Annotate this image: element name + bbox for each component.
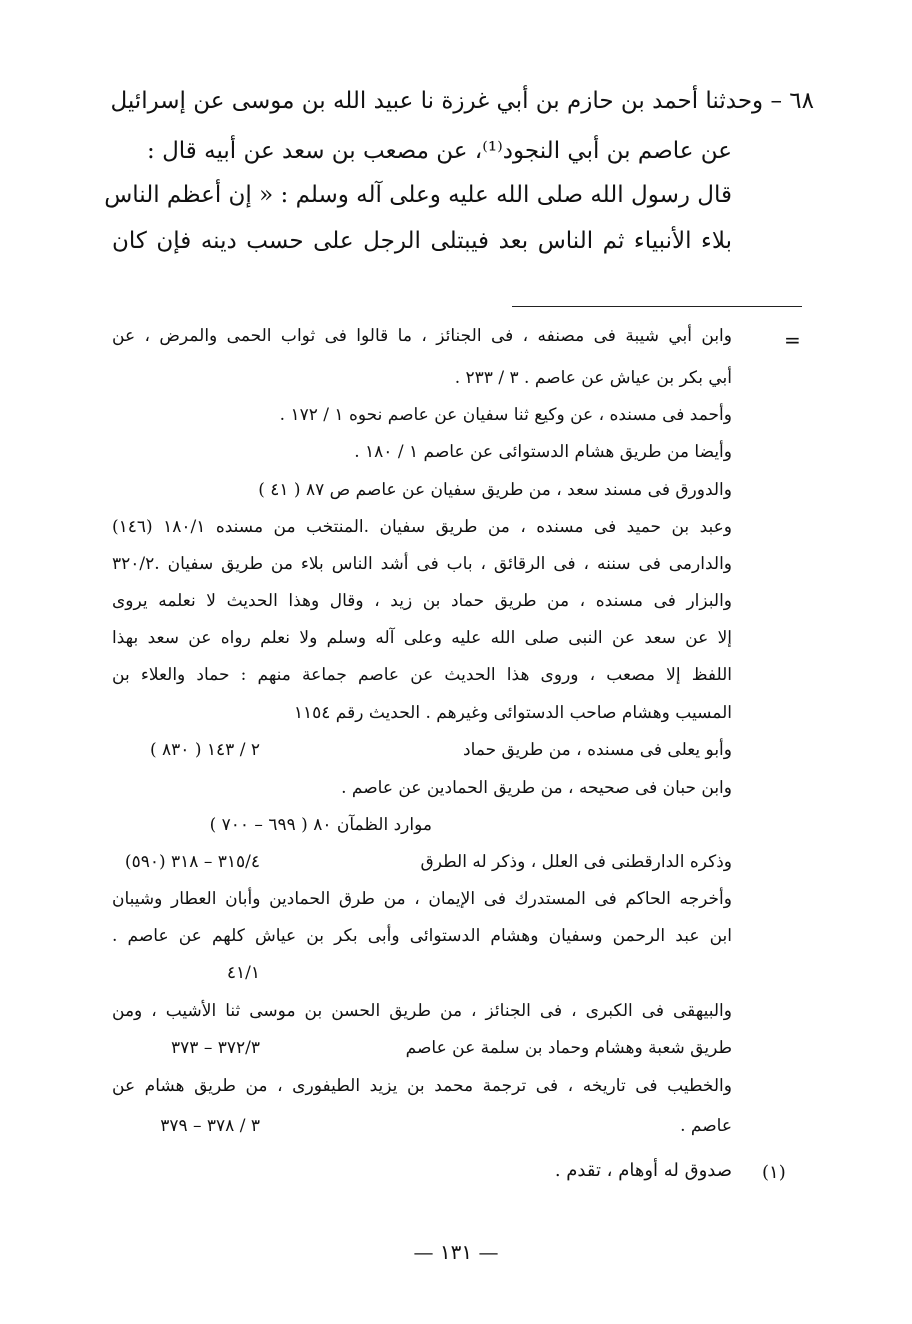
note-reference: ٣١٥/٤ – ٣١٨ (٥٩٠) [124, 852, 260, 872]
note-line: اللفظ إلا مصعب ، وروى هذا الحديث عن عاصم جماعة منهم : حماد والعلاء بن [112, 665, 732, 685]
note-line: موارد الظمآن ٨٠ ( ٦٩٩ – ٧٠٠ ) [209, 815, 432, 835]
note-line: والبزار فى مسنده ، من طريق حماد بن زيد ، وقال وهذا الحديث لا نعلمه يروى [112, 591, 732, 611]
note-line: والدارمى فى سننه ، فى الرقائق ، باب فى أشد الناس بلاء من طريق سفيان .٣٢٠/٢ [112, 554, 732, 574]
note-line: عاصم . [680, 1116, 732, 1136]
footnote-text: صدوق له أوهام ، تقدم . [554, 1160, 732, 1181]
note-line: المسيب وهشام صاحب الدستوائى وغيرهم . الحديث رقم ١١٥٤ [293, 703, 732, 723]
note-line: وذكره الدارقطنى فى العلل ، وذكر له الطرق [420, 852, 732, 872]
note-reference: ٢ / ١٤٣ ( ٨٣٠ ) [150, 740, 260, 760]
note-line: وعبد بن حميد فى مسنده ، من طريق سفيان .المنتخب من مسنده ١٨٠/١ (١٤٦) [112, 517, 732, 537]
note-reference: ٣ / ٣٧٨ – ٣٧٩ [160, 1116, 260, 1136]
hadith-line-2: عن عاصم بن أبي النجود⁽¹⁾، عن مصعب بن سعد عن أبيه قال : [147, 138, 732, 164]
note-line: وابن حبان فى صحيحه ، من طريق الحمادين عن عاصم . [341, 778, 732, 798]
continuation-mark: = [784, 328, 801, 352]
note-line: إلا عن سعد عن النبى صلى الله عليه وعلى آله وسلم ولا نعلم رواه عن سعد بهذا [112, 628, 732, 648]
note-line: وابن أبي شيبة فى مصنفه ، فى الجنائز ، ما قالوا فى ثواب الحمى والمرض ، عن [112, 326, 732, 346]
footnote-divider [512, 306, 802, 307]
note-line: وأحمد فى مسنده ، عن وكيع ثنا سفيان عن عاصم نحوه ١ / ١٧٢ . [279, 405, 732, 425]
note-line: والدورق فى مسند سعد ، من طريق سفيان عن عاصم ص ٨٧ ( ٤١ ) [258, 480, 732, 500]
note-line: وأيضا من طريق هشام الدستوائى عن عاصم ١ / ١٨٠ . [354, 442, 732, 462]
note-line: والخطيب فى تاريخه ، فى ترجمة محمد بن يزيد الطيفورى ، من طريق هشام عن [112, 1076, 732, 1096]
page-number: — ١٣١ — [413, 1240, 499, 1264]
note-line: أبي بكر بن عياش عن عاصم . ٣ / ٢٣٣ . [454, 368, 732, 388]
note-line: والبيهقى فى الكبرى ، فى الجنائز ، من طريق الحسن بن موسى ثنا الأشيب ، ومن [112, 1001, 732, 1021]
footnote-number: (١) [762, 1162, 786, 1183]
note-reference: ٣٧٢/٣ – ٣٧٣ [171, 1038, 260, 1058]
hadith-line-4: بلاء الأنبياء ثم الناس بعد فيبتلى الرجل على حسب دينه فإن كان [112, 228, 733, 254]
hadith-line-1: ٦٨ – وحدثنا أحمد بن حازم بن أبي غرزة نا عبيد الله بن موسى عن إسرائيل [110, 88, 814, 114]
note-line: وأخرجه الحاكم فى المستدرك فى الإيمان ، من طرق الحمادين وأبان العطار وشيبان [112, 889, 732, 909]
note-line: طريق شعبة وهشام وحماد بن سلمة عن عاصم [405, 1038, 732, 1058]
note-reference: ٤١/١ [226, 963, 260, 983]
note-line: ابن عبد الرحمن وسفيان وهشام الدستوائى وأبى بكر بن عياش كلهم عن عاصم . [112, 926, 732, 946]
note-line: وأبو يعلى فى مسنده ، من طريق حماد [463, 740, 732, 760]
hadith-line-3: قال رسول الله صلى الله عليه وعلى آله وسلم : « إن أعظم الناس [104, 182, 732, 208]
